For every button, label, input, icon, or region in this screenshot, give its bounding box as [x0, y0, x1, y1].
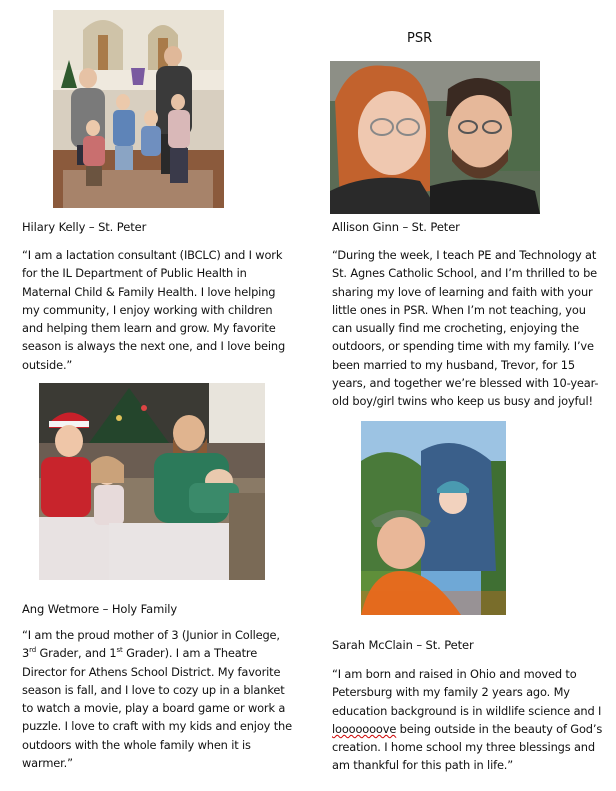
quote-line: “I am the proud mother of 3 (Junior in College, [22, 628, 280, 642]
quote-line: warmer.” [22, 756, 73, 771]
quote-line: “I am born and raised in Ohio and moved to [332, 667, 577, 681]
profile-name-sarah-mcclain: Sarah McClain – St. Peter [332, 638, 474, 652]
quote-line: outside.” [22, 357, 73, 372]
quote-line: to watch a movie, play a board game or work a [22, 701, 286, 716]
quote-text: being outside in the beauty of God’s [396, 721, 603, 736]
quote-line: outdoors with the whole family when it is [22, 737, 251, 752]
ordinal-suffix: st [116, 646, 123, 655]
quote-line: St. Agnes Catholic School, and I’m thrilled to be [332, 266, 598, 281]
quote-line: sharing my love of learning and faith with your [332, 284, 593, 299]
profile-name-hilary-kelly: Hilary Kelly – St. Peter [22, 220, 147, 234]
quote-line: “I am a lactation consultant (IBCLC) and I work [22, 248, 283, 262]
quote-line: “During the week, I teach PE and Technology at [332, 248, 597, 262]
photo-ang-wetmore-family [39, 383, 265, 580]
quote-line [332, 720, 602, 738]
misspelled-word: looooooove [332, 721, 397, 736]
photo-sarah-mcclain-hiking [361, 421, 506, 615]
ordinal-suffix: rd [29, 646, 37, 655]
quote-line: season is fall, and I love to cozy up in a blanket [22, 682, 285, 697]
quote-text: Grader, and 1 [36, 646, 117, 661]
quote-line: creation. I home school my three blessings and [332, 740, 595, 755]
quote-line: puzzle. I love to craft with my kids and enjoy the [22, 719, 292, 734]
quote-line: Director for Athens School District. My favorite [22, 664, 281, 679]
profile-quote-allison-ginn [332, 246, 598, 411]
quote-line: been married to my husband, Trevor, for 15 [332, 357, 575, 372]
quote-line: my community, I enjoy working with children [22, 302, 273, 317]
profile-quote-ang-wetmore [22, 626, 292, 772]
profile-name-ang-wetmore: Ang Wetmore – Holy Family [22, 602, 178, 616]
photo-allison-ginn-couple [330, 61, 540, 214]
quote-text: 3 [22, 646, 30, 661]
quote-line: old boy/girl twins who keep us busy and joyful! [332, 394, 593, 409]
profile-quote-sarah-mcclain [332, 665, 602, 775]
quote-line: outdoors, or spending time with my family. I’ve [332, 339, 594, 354]
photo-hilary-kelly-family [53, 10, 224, 208]
quote-text: Grader). I am a Theatre [122, 646, 258, 661]
quote-line: Maternal Child & Family Health. I love helping [22, 284, 276, 299]
profile-name-allison-ginn: Allison Ginn – St. Peter [332, 220, 460, 234]
quote-line: and helping them learn and grow. My favorite [22, 321, 276, 336]
quote-line: Petersburg with my family 2 years ago. My [332, 685, 570, 700]
quote-line: can usually find me crocheting, enjoying the [332, 321, 580, 336]
quote-line: little ones in PSR. When I’m not teaching, you [332, 302, 586, 317]
section-heading: PSR [407, 31, 433, 46]
quote-line: season is always the next one, and I love being [22, 339, 286, 354]
quote-line: for the IL Department of Public Health in [22, 266, 247, 281]
quote-line: education background is in wildlife science and I [332, 703, 602, 718]
quote-line: years, and together we’re blessed with 10-year- [332, 376, 599, 391]
quote-line: am thankful for this path in life.” [332, 758, 514, 773]
profile-quote-hilary-kelly [22, 246, 285, 374]
quote-line [22, 644, 292, 662]
